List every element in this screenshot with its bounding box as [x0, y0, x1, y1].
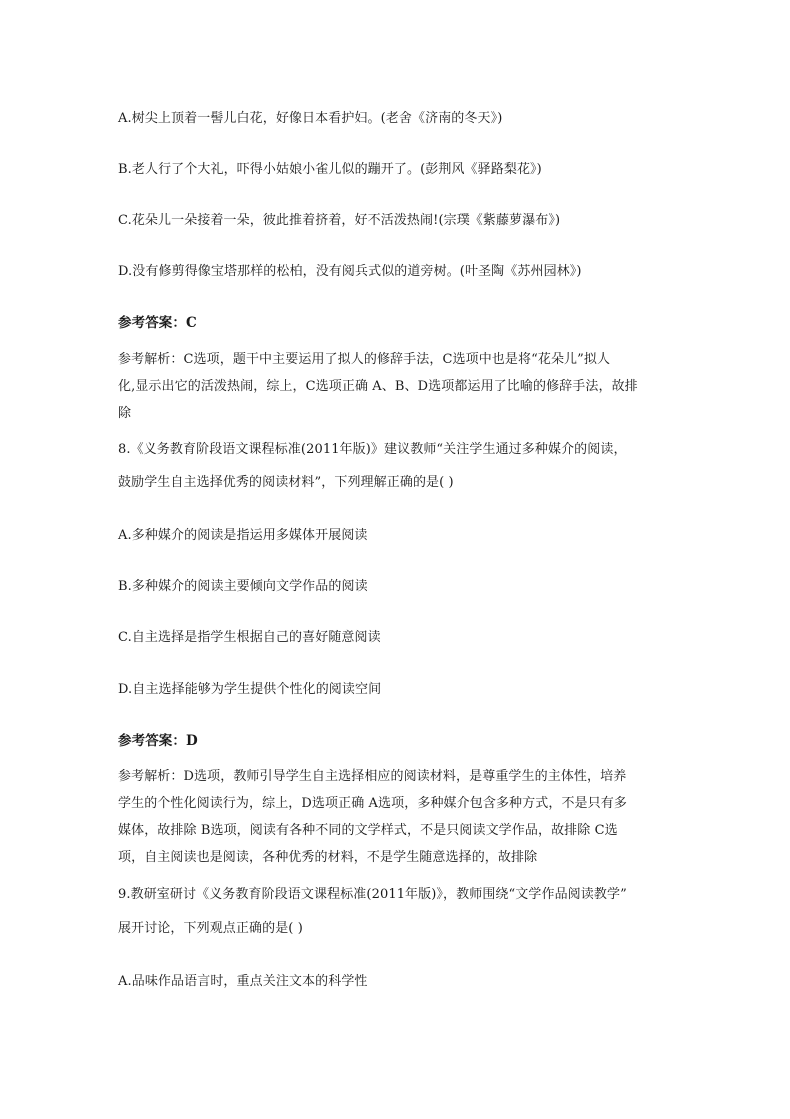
- q7-option-b: B.老人行了个大礼，吓得小姑娘小雀儿似的蹦开了。(彭荆风《驿路梨花》): [118, 162, 542, 177]
- q7-analysis-line-2: 化,显示出它的活泼热闹，综上，C选项正确 A、B、D选项都运用了比喻的修辞手法，故排: [118, 379, 638, 394]
- q8-analysis-line-2: 学生的个性化阅读行为，综上，D选项正确 A选项，多种媒介包含多种方式，不是只有多: [118, 796, 627, 811]
- q9-option-a: A.品味作品语言时，重点关注文本的科学性: [118, 974, 368, 989]
- q8-analysis-line-3: 媒体，故排除 B选项，阅读有各种不同的文学样式，不是只阅读文学作品，故排除 C选: [118, 823, 618, 838]
- q8-option-b: B.多种媒介的阅读主要倾向文学作品的阅读: [118, 579, 368, 594]
- q7-analysis-line-1: 参考解析：C选项，题干中主要运用了拟人的修辞手法，C选项中也是将“花朵儿”拟人: [118, 352, 611, 367]
- q8-stem-line-1: 8.《义务教育阶段语文课程标准(2011年版)》建议教师“关注学生通过多种媒介的阅读，: [118, 442, 627, 457]
- q9-stem-line-2: 展开讨论，下列观点正确的是( ): [118, 921, 303, 936]
- q8-option-a: A.多种媒介的阅读是指运用多媒体开展阅读: [118, 528, 368, 543]
- q7-analysis-line-3: 除: [118, 406, 132, 421]
- q8-analysis-line-1: 参考解析：D选项，教师引导学生自主选择相应的阅读材料，是尊重学生的主体性，培养: [118, 769, 627, 784]
- q7-option-a: A.树尖上顶着一髻儿白花，好像日本看护妇。(老舍《济南的冬天》): [118, 111, 503, 126]
- q8-stem-line-2: 鼓励学生自主选择优秀的阅读材料”，下列理解正确的是( ): [118, 475, 454, 490]
- q8-answer: 参考答案：D: [118, 733, 198, 749]
- q7-option-d: D.没有修剪得像宝塔那样的松柏，没有阅兵式似的道旁树。(叶圣陶《苏州园林》): [118, 264, 582, 279]
- q7-answer: 参考答案：C: [118, 315, 197, 331]
- q7-option-c: C.花朵儿一朵接着一朵，彼此推着挤着，好不活泼热闹!(宗璞《紫藤萝瀑布》): [118, 213, 561, 228]
- q9-stem-line-1: 9.教研室研讨《义务教育阶段语文课程标准(2011年版)》，教师围绕“文学作品阅读教学”: [118, 887, 627, 902]
- q8-analysis-line-4: 项，自主阅读也是阅读，各种优秀的材料，不是学生随意选择的，故排除: [118, 850, 538, 865]
- q8-option-c: C.自主选择是指学生根据自己的喜好随意阅读: [118, 630, 381, 645]
- q8-option-d: D.自主选择能够为学生提供个性化的阅读空间: [118, 682, 382, 697]
